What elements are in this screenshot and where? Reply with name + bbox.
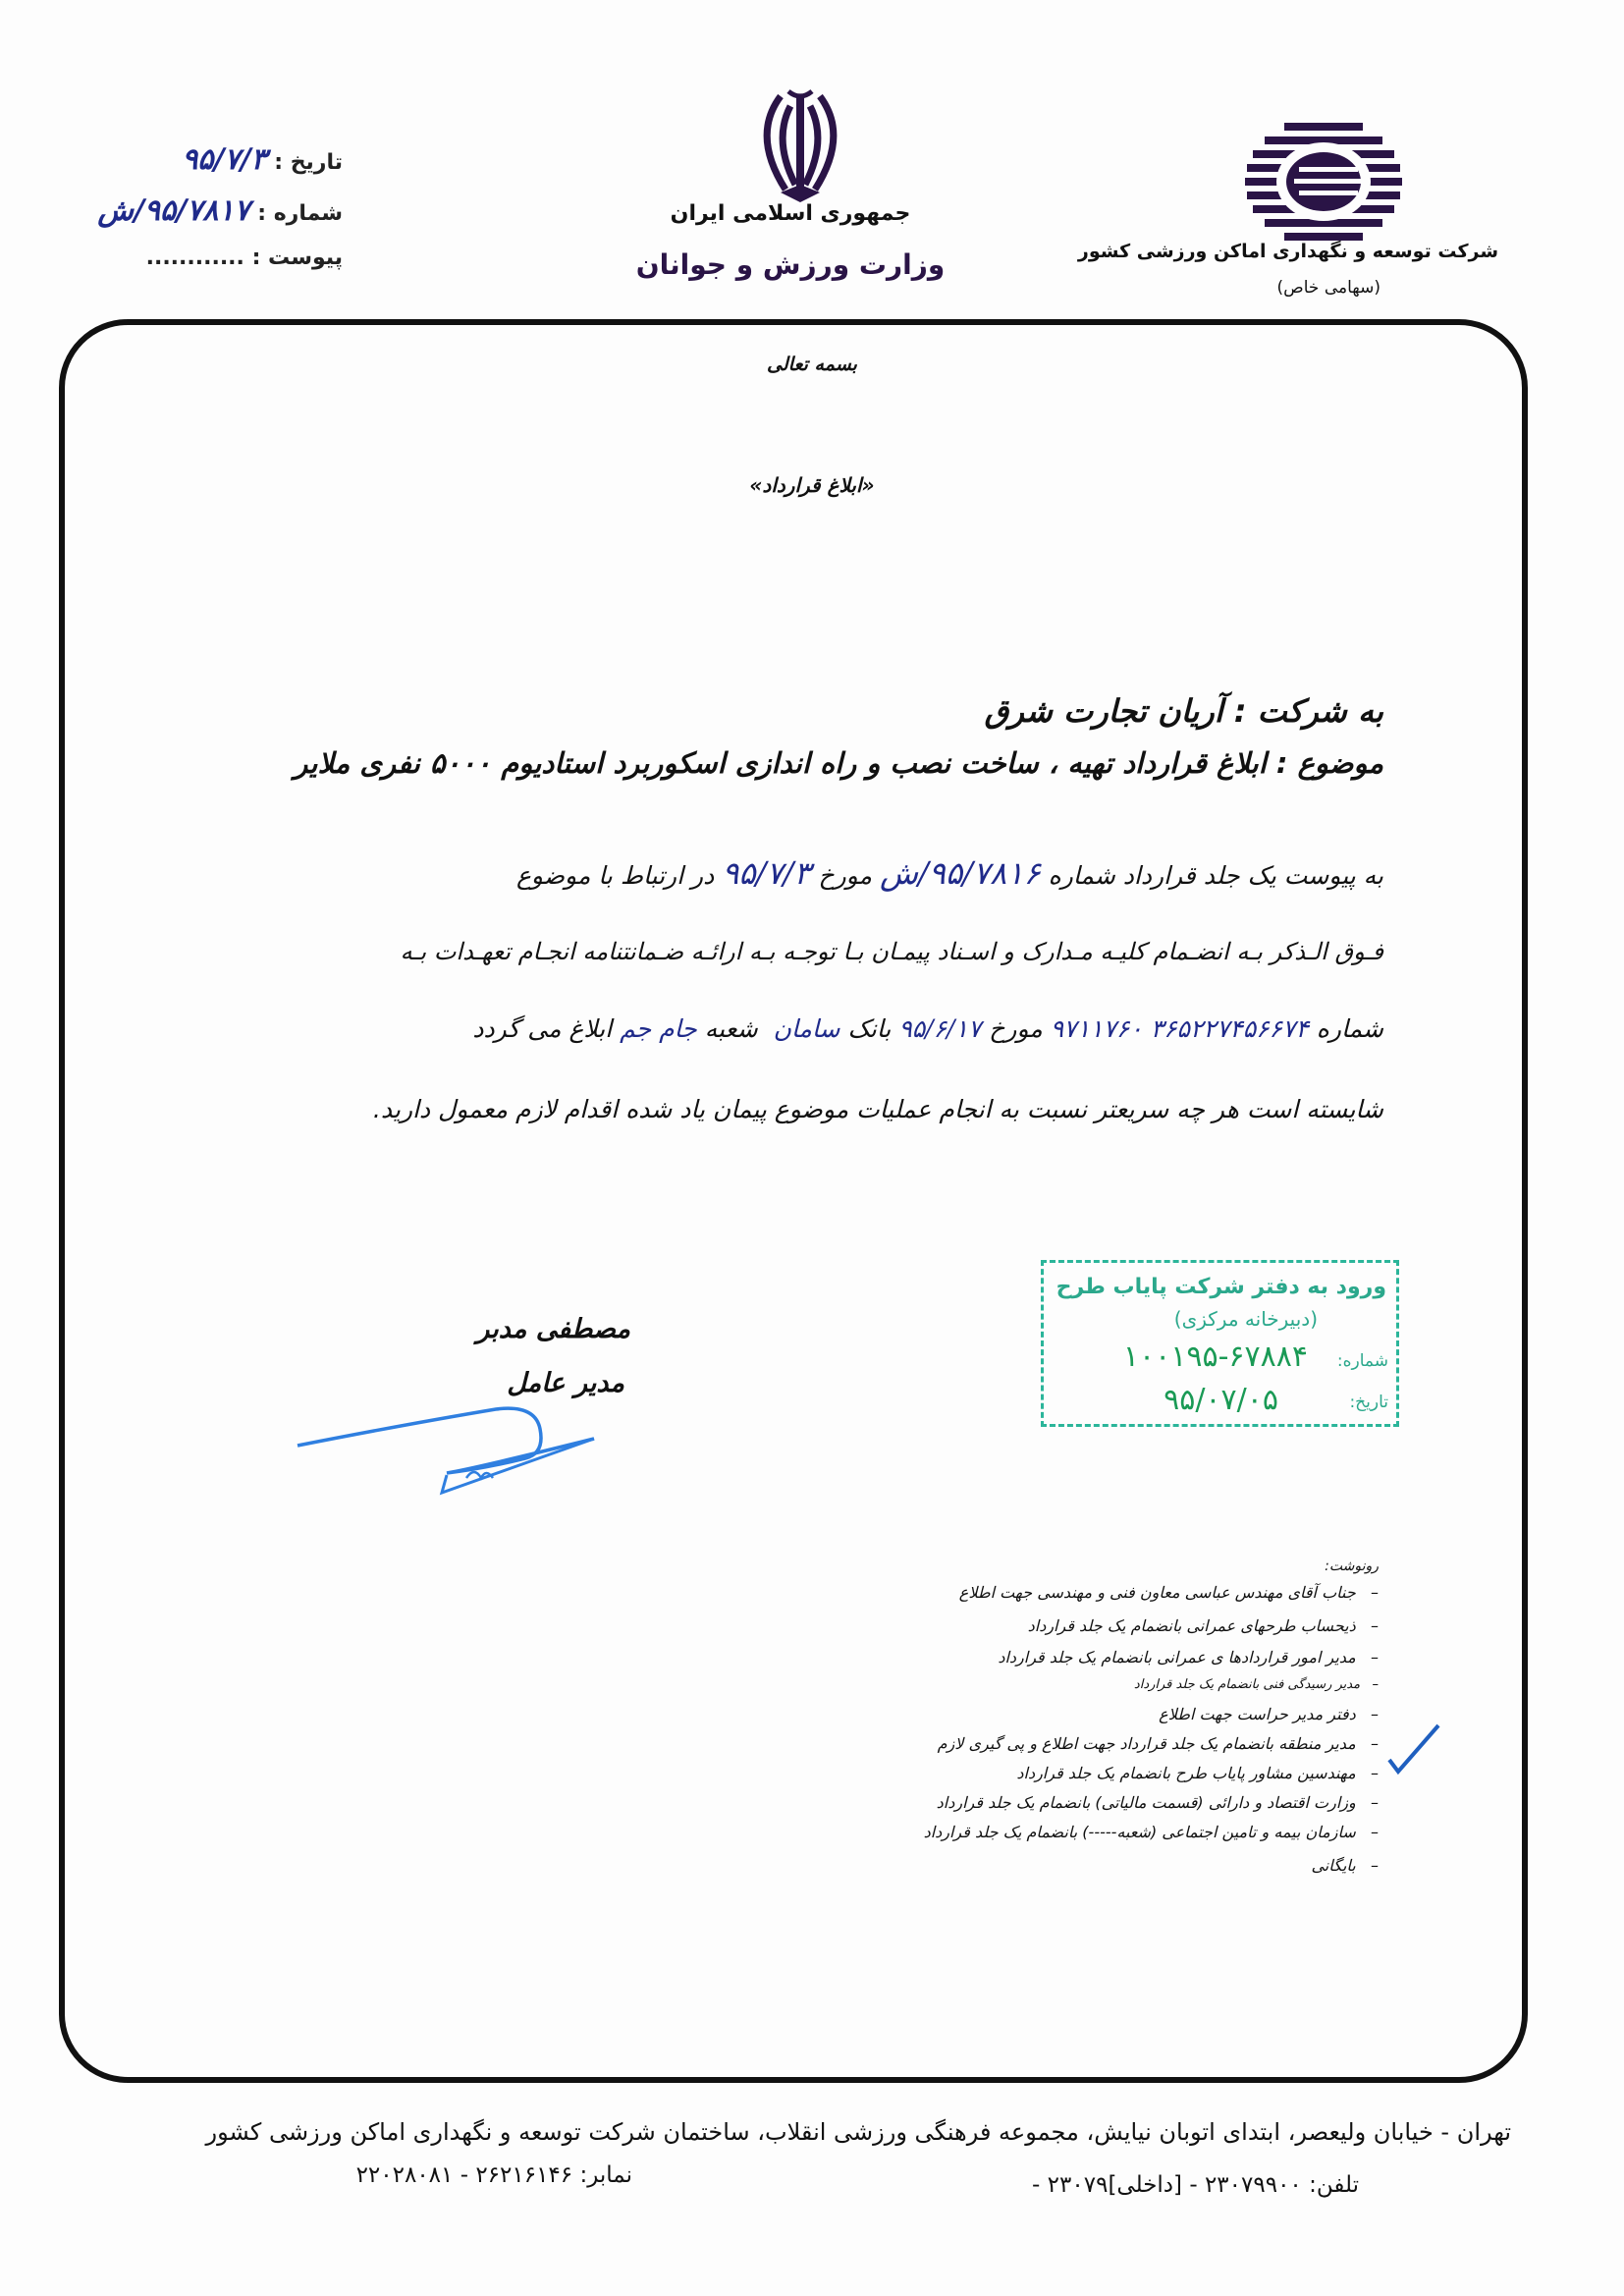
cc-label: رونوشت: [1325, 1558, 1379, 1574]
signatory-position: مدیر عامل [507, 1368, 624, 1398]
text: مورخ [989, 1014, 1043, 1043]
cc-item: – مدیر منطقه بانضمام یک جلد قرارداد جهت اطلاع و پی گیری لازم [937, 1734, 1379, 1753]
attachment-field [146, 246, 343, 270]
ministry-title: وزارت ورزش و جوانان [635, 248, 946, 281]
company-logo-icon [1245, 123, 1402, 255]
republic-title: جمهوری اسلامی ایران [670, 201, 911, 226]
recipient: به شرکت : آریان تجارت شرق [984, 692, 1383, 730]
stamp-number-value: ۱۰۰۱۹۵-۶۷۸۸۴ [1122, 1339, 1308, 1374]
cc-item: – جناب آقای مهندس عباسی معاون فنی و مهندسی جهت اطلاع [958, 1583, 1379, 1602]
attachment-value: ............ [145, 246, 244, 270]
text: به پیوست یک جلد قرارداد شماره [1048, 861, 1383, 890]
number-value: ۹۵/۷۸۱۷/ش [97, 193, 250, 228]
footer-phone: تلفن: ۲۳۰۷۹۹۰۰ - [داخلی]۲۳۰۷۹ - [1032, 2172, 1359, 2198]
cc-item: – بایگانی [1311, 1856, 1379, 1875]
guarantee-date: ۹۵/۶/۱۷ [898, 1014, 982, 1043]
footer-address: تهران - خیابان ولیعصر، ابتدای اتوبان نیایش، مجموعه فرهنگی ورزشی انقلاب، ساختمان شرکت توسعه و نگهداری اماکن ورزشی کشور [205, 2118, 1511, 2146]
date-label: تاریخ : [274, 150, 343, 175]
text: مورخ [818, 861, 872, 890]
cc-item: – ذیحساب طرحهای عمرانی بانضمام یک جلد قرارداد [1027, 1616, 1379, 1635]
document-title: «ابلاغ قرارداد» [749, 473, 875, 497]
cc-item-text: وزارت اقتصاد و دارائی (قسمت مالیاتی) بانضمام یک جلد قرارداد [936, 1793, 1356, 1812]
company-name: شرکت توسعه و نگهداری اماکن ورزشی کشور [1077, 241, 1498, 262]
stamp-date-label: تاریخ: [1349, 1393, 1388, 1412]
guarantee-number: ۳۶۵۲۲۷۴۵۶۶۷۴ ۹۷۱۱۷۶۰ [1050, 1014, 1309, 1043]
footer-fax: نمابر: ۲۶۲۱۶۱۴۶ - ۲۲۰۲۸۰۸۱ [355, 2162, 632, 2188]
date-field [182, 142, 343, 177]
invocation: بسمه تعالی [767, 354, 857, 375]
cc-item-text: جناب آقای مهندس عباسی معاون فنی و مهندسی جهت اطلاع [958, 1583, 1356, 1602]
stamp-title: ورود به دفتر شرکت پایاب طرح [1056, 1275, 1386, 1299]
cc-item-text: مدیر منطقه بانضمام یک جلد قرارداد جهت اطلاع و پی گیری لازم [937, 1734, 1356, 1753]
signatory-name: مصطفی مدبر [476, 1314, 630, 1344]
cc-item-text: ذیحساب طرحهای عمرانی بانضمام یک جلد قرارداد [1027, 1616, 1356, 1635]
checkmark-icon [1384, 1721, 1443, 1779]
cc-item-text: بایگانی [1311, 1856, 1356, 1875]
receipt-stamp [1041, 1260, 1399, 1427]
paragraph-line-4: شایسته است هر چه سریعتر نسبت به انجام عملیات موضوع پیمان یاد شده اقدام لازم معمول دارید. [372, 1095, 1383, 1123]
cc-item-text: مدیر رسیدگی فنی بانضمام یک جلد قرارداد [1133, 1677, 1361, 1692]
number-label: شماره : [257, 201, 343, 226]
paragraph-line-3 [472, 1014, 1383, 1043]
paragraph-line-2: فـوق الـذکر بـه انضـمام کلیـه مـدارک و اسـناد پیمـان بـا توجـه بـه ارائـه ضـمانتنامه انجـام تعهـدات بـه [400, 938, 1383, 965]
attachment-label: پیوست : [251, 246, 343, 270]
stamp-subtitle: (دبیرخانه مرکزی) [1173, 1307, 1318, 1331]
cc-item: – مدیر امور قراردادها ی عمرانی بانضمام یک جلد قرارداد [998, 1648, 1379, 1667]
text: بانک [847, 1014, 892, 1043]
text: ابلاغ می گردد [472, 1014, 613, 1043]
cc-item: – دفتر مدیر حراست جهت اطلاع [1159, 1705, 1379, 1723]
cc-item-text: دفتر مدیر حراست جهت اطلاع [1159, 1705, 1356, 1723]
stamp-date-value: ۹۵/۰۷/۰۵ [1164, 1383, 1278, 1417]
date-value: ۹۵/۷/۳ [182, 142, 267, 177]
text: شماره [1316, 1014, 1383, 1043]
cc-item-text: مهندسین مشاور پایاب طرح بانضمام یک جلد قرارداد [1016, 1764, 1356, 1782]
cc-item: – مدیر رسیدگی فنی بانضمام یک جلد قرارداد [1133, 1677, 1379, 1692]
text: در ارتباط با موضوع [515, 861, 715, 890]
contract-number: ۹۵/۷۸۱۶/ش [879, 854, 1041, 892]
bank-name: سامان [773, 1014, 840, 1043]
company-type: (سهامی خاص) [1276, 278, 1380, 298]
handwritten-signature [290, 1385, 604, 1503]
number-field [97, 193, 343, 228]
cc-item: – سازمان بیمه و تامین اجتماعی (شعبه-----) بانضمام یک جلد قرارداد [923, 1823, 1379, 1841]
paragraph-line-1 [516, 854, 1383, 892]
cc-item-text: سازمان بیمه و تامین اجتماعی (شعبه-----) بانضمام یک جلد قرارداد [923, 1823, 1356, 1841]
text: شعبه [704, 1014, 758, 1043]
subject: موضوع : ابلاغ قرارداد تهیه ، ساخت نصب و راه اندازی اسکوربرد استادیوم ۵۰۰۰ نفری ملایر [294, 746, 1383, 780]
branch-name: جام جم [620, 1014, 697, 1043]
stamp-number-label: شماره: [1336, 1351, 1388, 1371]
cc-item-text: مدیر امور قراردادها ی عمرانی بانضمام یک جلد قرارداد [998, 1648, 1356, 1667]
cc-item: – وزارت اقتصاد و دارائی (قسمت مالیاتی) بانضمام یک جلد قرارداد [936, 1793, 1379, 1812]
letter-frame [59, 319, 1528, 2083]
contract-date: ۹۵/۷/۳ [722, 854, 811, 892]
iran-emblem-icon [741, 86, 859, 204]
cc-item: – مهندسین مشاور پایاب طرح بانضمام یک جلد قرارداد [1016, 1764, 1379, 1782]
